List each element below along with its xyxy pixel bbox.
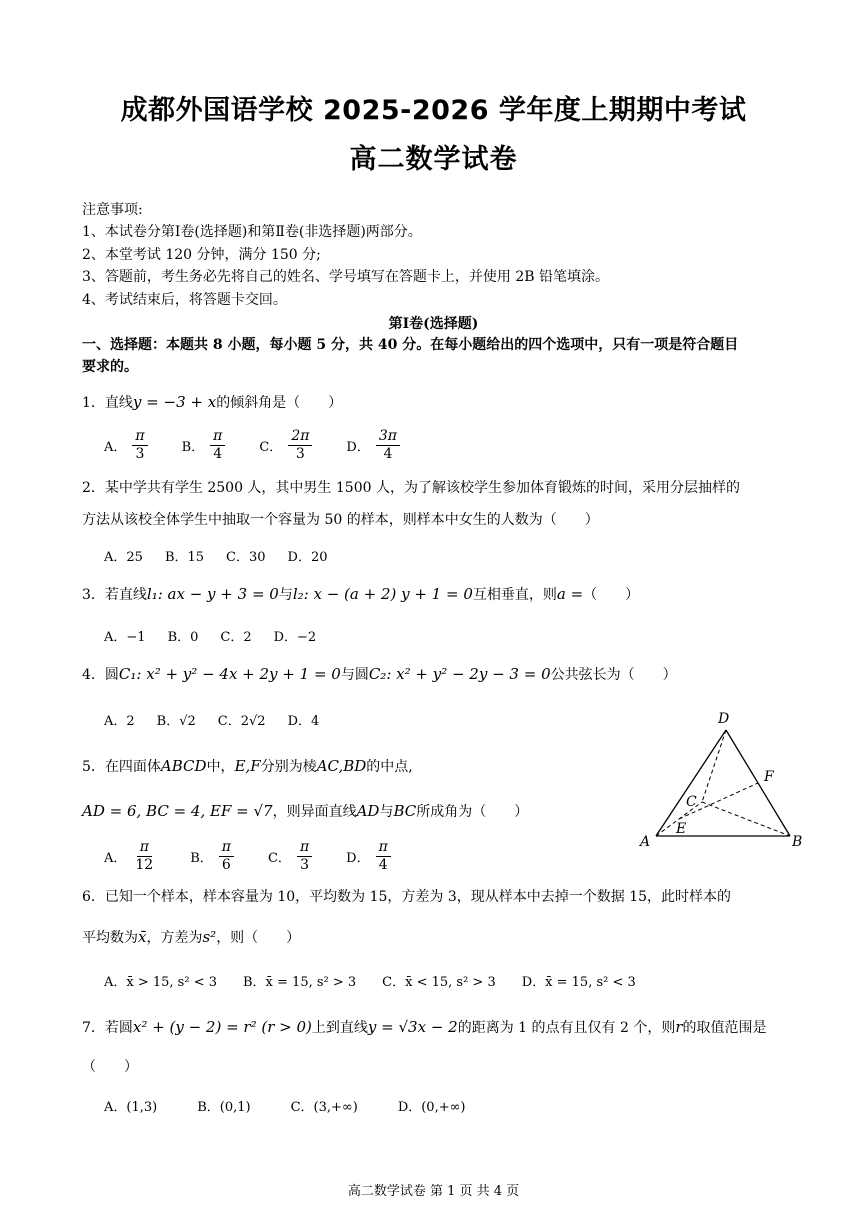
question-6-cont: 平均数为x̄，方差为s²，则（ ）: [82, 928, 301, 946]
q5-options: [104, 839, 413, 874]
option-c[interactable]: C． $\frac{\pi}{3}$: [268, 839, 312, 874]
option-d[interactable]: D．4: [287, 714, 320, 729]
q2-options: [104, 546, 350, 565]
option-b[interactable]: B．(0,1): [197, 1100, 251, 1115]
question-2-cont: 方法从该校全体学生中抽取一个容量为 50 的样本，则样本中女生的人数为（ ）: [82, 512, 599, 528]
note-item: 4、考试结束后，将答题卡交回。: [82, 292, 287, 308]
q5-conditions: AD = 6, BC = 4, EF = √7: [82, 802, 273, 820]
option-c[interactable]: C．30: [226, 550, 266, 565]
option-b[interactable]: B．15: [164, 550, 205, 565]
note-item: 2、本堂考试 120 分钟，满分 150 分;: [82, 247, 321, 263]
q1-formula: y = −3 + x: [132, 393, 217, 411]
q1-options: [104, 428, 422, 463]
note-item: 1、本试卷分第Ⅰ卷(选择题)和第Ⅱ卷(非选择题)两部分。: [82, 224, 422, 240]
option-a[interactable]: A．25: [104, 550, 143, 565]
edge-ad: [656, 730, 726, 836]
tetrahedron-figure: [636, 706, 812, 856]
option-c[interactable]: C． $\frac{2\pi}{3}$: [259, 428, 312, 463]
q1-stem-pre: 1．直线: [82, 395, 133, 411]
question-4: 4．圆C₁: x² + y² − 4x + 2y + 1 = 0与圆C₂: x² + y² − 2y − 3 = 0公共弦长为（ ）: [82, 665, 677, 683]
option-c[interactable]: C．(3,+∞): [290, 1100, 358, 1115]
question-1: [82, 391, 342, 414]
q1-stem-post: 的倾斜角是（ ）: [216, 395, 343, 411]
option-c[interactable]: C．2: [220, 630, 252, 645]
q3-line-l1: l₁: ax − y + 3 = 0: [146, 585, 279, 603]
option-b[interactable]: B． $\frac{\pi}{6}$: [190, 839, 234, 874]
label-c: C: [686, 794, 697, 810]
question-5-cont: AD = 6, BC = 4, EF = √7，则异面直线AD与BC所成角为（ ）: [82, 802, 529, 820]
question-2: 2．某中学共有学生 2500 人，其中男生 1500 人，为了解该校学生参加体育锻炼的时间，采用分层抽样的: [82, 480, 740, 496]
option-b[interactable]: B．0: [167, 630, 199, 645]
option-b[interactable]: B．x̄ = 15, s² > 3: [243, 975, 357, 990]
q3-line-l2: l₂: x − (a + 2) y + 1 = 0: [292, 585, 473, 603]
question-5: 5．在四面体ABCD中，E,F分别为棱AC,BD的中点,: [82, 757, 413, 775]
question-7-cont: （ ）: [82, 1059, 138, 1075]
label-f: F: [764, 769, 774, 785]
option-a[interactable]: A． $\frac{\pi}{12}$: [104, 839, 154, 873]
edge-bc: [702, 802, 790, 836]
option-a[interactable]: A．x̄ > 15, s² < 3: [104, 975, 217, 990]
question-7: 7．若圆x² + (y − 2) = r² (r > 0)上到直线y = √3x − 2的距离为 1 的点有且仅有 2 个，则r的取值范围是: [82, 1018, 767, 1036]
q7-options: [104, 1096, 488, 1115]
option-d[interactable]: D．x̄ = 15, s² < 3: [521, 975, 636, 990]
section-title: 第Ⅰ卷(选择题): [388, 316, 479, 332]
q6-options: [104, 971, 658, 990]
label-a: A: [640, 834, 651, 850]
part-instructions-cont: 要求的。: [82, 359, 138, 375]
option-d[interactable]: D． $\frac{\pi}{4}$: [346, 839, 391, 874]
option-c[interactable]: C．x̄ < 15, s² > 3: [382, 975, 496, 990]
option-b[interactable]: B．√2: [156, 714, 196, 729]
q4-circle-c1: C₁: x² + y² − 4x + 2y + 1 = 0: [118, 665, 341, 683]
notes-heading: 注意事项:: [82, 202, 143, 218]
q4-options: [104, 710, 341, 729]
option-c[interactable]: C．2√2: [217, 714, 266, 729]
question-6: 6．已知一个样本，样本容量为 10，平均数为 15，方差为 3，现从样本中去掉一个数据 15，此时样本的: [82, 889, 732, 905]
label-b: B: [792, 834, 803, 850]
question-3: 3．若直线l₁: ax − y + 3 = 0与l₂: x − (a + 2) y + 1 = 0互相垂直，则a =（ ）: [82, 585, 640, 603]
exam-title: 成都外国语学校 2025-2026 学年度上期期中考试: [120, 95, 747, 126]
label-d: D: [718, 711, 730, 727]
note-item: 3、答题前，考生务必先将自己的姓名、学号填写在答题卡上，并使用 2B 铅笔填涂。: [82, 269, 610, 285]
option-a[interactable]: A． $\frac{\pi}{3}$: [104, 428, 148, 463]
option-d[interactable]: D．(0,+∞): [397, 1100, 466, 1115]
part-instructions: 一、选择题：本题共 8 小题，每小题 5 分，共 40 分。在每小题给出的四个选项中，只有一项是符合题目: [82, 337, 739, 353]
option-a[interactable]: A．−1: [104, 630, 146, 645]
q3-options: [104, 626, 338, 645]
option-a[interactable]: A．2: [104, 714, 135, 729]
label-e: E: [676, 821, 687, 837]
option-d[interactable]: D． $\frac{3\pi}{4}$: [346, 428, 400, 463]
exam-subtitle: 高二数学试卷: [349, 144, 518, 175]
option-a[interactable]: A．(1,3): [104, 1100, 158, 1115]
option-d[interactable]: D．−2: [273, 630, 317, 645]
q4-circle-c2: C₂: x² + y² − 2y − 3 = 0: [368, 665, 551, 683]
q7-line: y = √3x − 2: [367, 1018, 458, 1036]
edge-cd: [702, 730, 726, 802]
q7-circle: x² + (y − 2) = r² (r > 0): [132, 1018, 312, 1036]
page-footer: 高二数学试卷 第 1 页 共 4 页: [347, 1184, 520, 1199]
option-b[interactable]: B． $\frac{\pi}{4}$: [182, 428, 226, 463]
option-d[interactable]: D．20: [287, 550, 328, 565]
